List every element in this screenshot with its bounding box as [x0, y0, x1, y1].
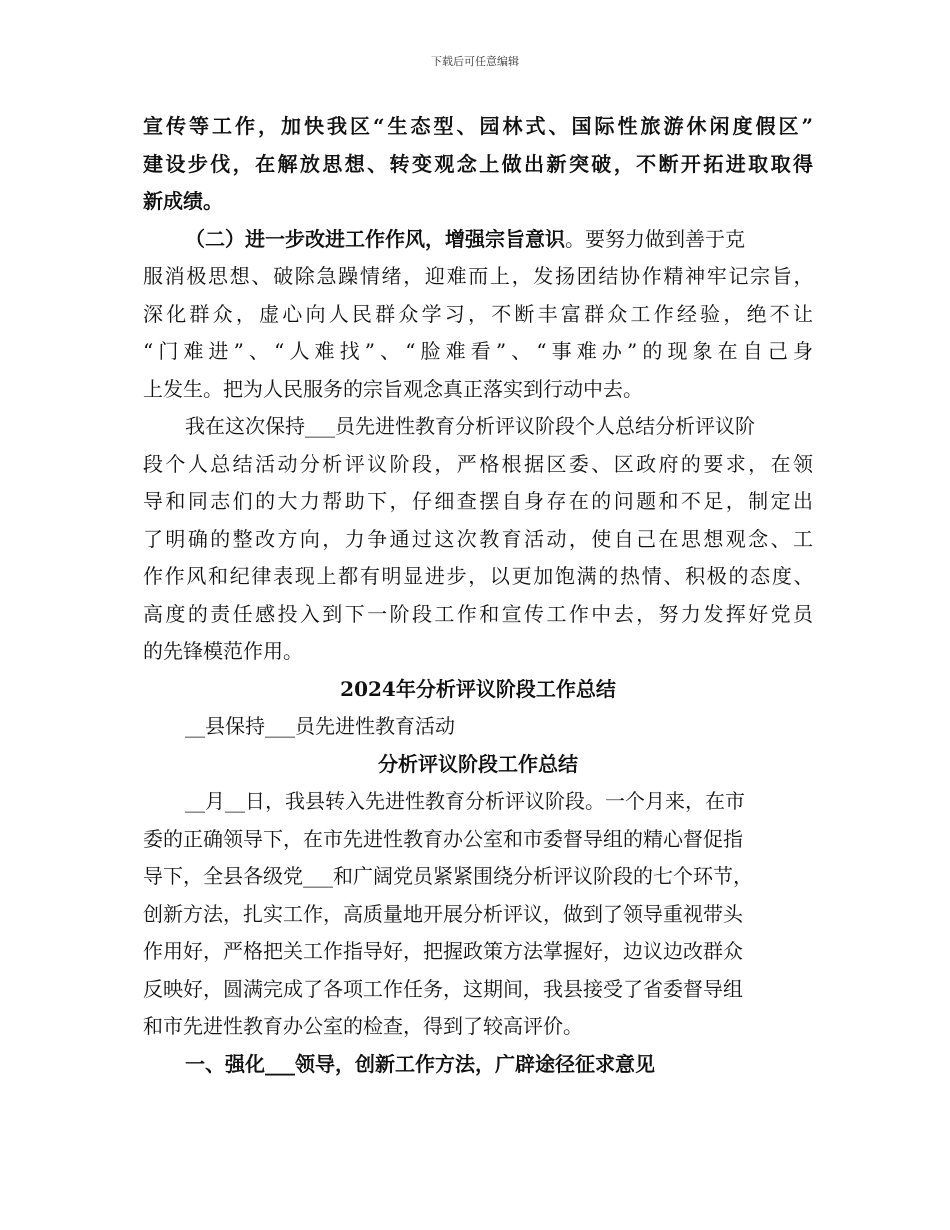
paragraph-line: 段个人总结活动分析评议阶段，严格根据区委、区政府的要求，在领 — [143, 451, 813, 476]
paragraph-line: 深化群众，虚心向人民群众学习，不断丰富群众工作经验，绝不让 — [143, 301, 813, 326]
paragraph-line: 我在这次保持___员先进性教育分析评议阶段个人总结分析评议阶 — [185, 414, 755, 438]
paragraph-line: 作作风和纪律表现上都有明显进步，以更加饱满的热情、积极的态度、 — [143, 564, 813, 588]
paragraph-line: __月__日，我县转入先进性教育分析评议阶段。一个月来，在市 — [185, 789, 745, 813]
section-heading-inline: （二）进一步改进工作作风，增强宗旨意识 — [185, 226, 565, 251]
paragraph-line: 上发生。把为人民服务的宗旨观念真正落实到行动中去。 — [143, 376, 643, 401]
paragraph-line: 和市先进性教育办公室的检查，得到了较高评价。 — [143, 1014, 583, 1038]
paragraph-line: 的先锋模范作用。 — [143, 639, 303, 663]
paragraph-line: 了明确的整改方向，力争通过这次教育活动，使自己在思想观念、工 — [143, 526, 813, 551]
document-subtitle: 分析评议阶段工作总结 — [378, 751, 578, 776]
paragraph-line: 导下，全县各级党___和广阔党员紧紧围绕分析评议阶段的七个环节， — [143, 864, 753, 888]
paragraph-line — [143, 221, 813, 259]
paragraph-line: 高度的责任感投入到下一阶段工作和宣传工作中去，努力发挥好党员 — [143, 601, 813, 626]
paragraph-line: 委的正确领导下，在市先进性教育办公室和市委督导组的精心督促指 — [143, 826, 743, 851]
paragraph-line: “门难进”、“人难找”、“脸难看”、“事难办”的现象在自己身 — [143, 339, 813, 363]
header-note: 下载后可任意编辑 — [431, 55, 519, 68]
paragraph-line: 反映好，圆满完成了各项工作任务，这期间，我县接受了省委督导组 — [143, 976, 743, 1001]
paragraph-line: 宣传等工作，加快我区“生态型、园林式、国际性旅游休闲度假区” — [143, 114, 813, 138]
paragraph-text: 。要努力做到善于克 — [565, 226, 745, 251]
document-body — [143, 108, 813, 1083]
paragraph-line: 作用好，严格把关工作指导好，把握政策方法掌握好，边议边改群众 — [143, 939, 743, 963]
paragraph-line: 导和同志们的大力帮助下，仔细查摆自身存在的问题和不足，制定出 — [143, 489, 813, 513]
paragraph-line: 服消极思想、破除急躁情绪，迎难而上，发扬团结协作精神牢记宗旨， — [143, 264, 813, 288]
document-subtitle-line: __县保持___员先进性教育活动 — [185, 714, 455, 738]
paragraph-line: 建设步伐，在解放思想、转变观念上做出新突破，不断开拓进取取得 — [143, 151, 813, 176]
paragraph-line: 新成绩。 — [143, 189, 223, 213]
section-heading: 一、强化___领导，创新工作方法，广辟途径征求意见 — [185, 1051, 655, 1076]
paragraph-line: 创新方法，扎实工作，高质量地开展分析评议，做到了领导重视带头 — [143, 901, 743, 926]
document-title: 2024年分析评议阶段工作总结 — [340, 676, 616, 701]
